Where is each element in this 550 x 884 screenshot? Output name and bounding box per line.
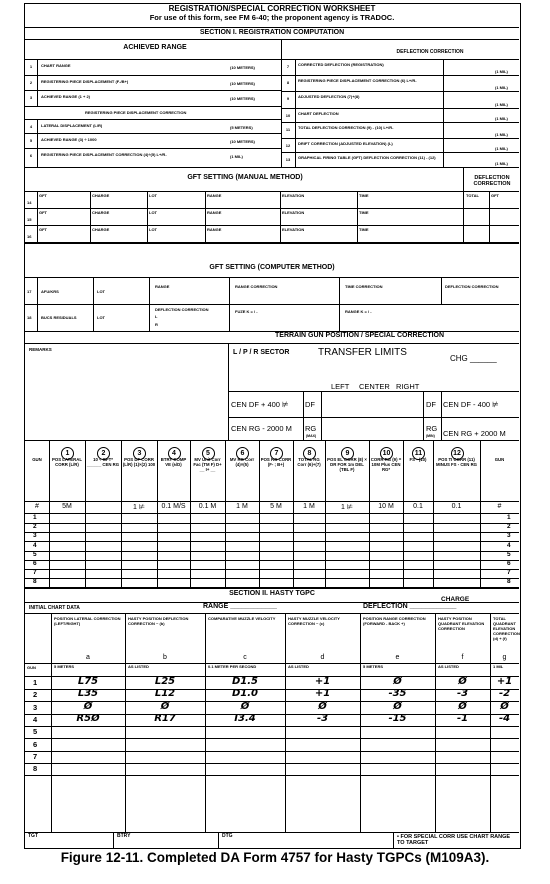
reg-left-unit: (10 METERS) [230, 65, 255, 70]
gun-col-header: POS EL CORR (8) × DR FOR 1m DEL (TBL F) [327, 457, 367, 472]
hasty-gun-number: 4 [33, 714, 38, 724]
reg-right-label: TOTAL DEFLECTION CORRECTION (9) - (10) L+/R- [298, 125, 394, 130]
gft-row-num: 15 [27, 217, 32, 222]
gun-col-header: POS LATERAL CORR (L/R) [52, 457, 82, 467]
fuze-k-label: FUZE K = / - [235, 309, 258, 314]
handwritten-entry: L35 [77, 688, 99, 700]
gun-number: 6 [33, 560, 37, 567]
handwritten-entry: D1.0 [231, 688, 258, 700]
hasty-col-unit: 0.1 METER PER SECOND [208, 664, 257, 669]
handwritten-entry: Ø [160, 700, 170, 712]
reg-right-label: GRAPHICAL FIRING TABLE (GFT) DEFLECTION CORRECTION (11) - (12) [298, 155, 436, 160]
reg-left-num: 5 [29, 138, 33, 143]
column-number-circle: 6 [236, 447, 249, 460]
bucs-label: BUCS RESIDUALS [41, 315, 77, 320]
special-corr-note: • FOR SPECIAL CORR USE CHART RANGE TO TARGET [397, 834, 511, 846]
gft-col-label: RANGE [207, 193, 222, 198]
handwritten-entry: R5Ø [76, 712, 100, 724]
section2-title: SECTION II. HASTY TGPC [229, 590, 315, 597]
column-number-circle: 8 [303, 447, 316, 460]
reg-right-label: CORRECTED DEFLECTION (REGISTRATION) [298, 62, 384, 67]
defl-corr-label-18: DEFLECTION CORRECTION [155, 307, 209, 312]
handwritten-entry: L25 [154, 676, 176, 687]
gft-col-label: CHARGE [92, 227, 110, 232]
gun-col-header: MV RG Corr (4)×(5) [229, 457, 255, 467]
gft-col-label: RANGE [207, 210, 222, 215]
gun-col-unit: 1 M [303, 503, 315, 510]
handwritten-entry: Ø [83, 700, 93, 712]
gft-col-label: LOT [149, 193, 157, 198]
handwritten-entry: -4 [498, 712, 511, 724]
hasty-col-header: HASTY POSITION DEFLECTION CORRECTION ~ (b) [128, 616, 189, 626]
handwritten-entry: +1 [496, 676, 513, 687]
gun-number: 3 [33, 532, 37, 540]
hasty-col-unit: 5 METERS [363, 664, 384, 669]
gft-manual-title: GFT SETTING (MANUAL METHOD) [187, 174, 303, 181]
reg-left-label: ACHIEVED RANGE (3) ÷ 1000 [41, 137, 97, 142]
gun-col-header: POS RG CORR (F- ; B+) [260, 457, 292, 467]
worksheet-form [24, 3, 521, 849]
hasty-col-header: TOTAL QUADRANT ELEVATION CORRECTION (d) + (f) [493, 616, 520, 641]
hasty-col-letter: e [395, 654, 400, 661]
gft-col-label: ELEVATION [282, 210, 305, 215]
hasty-col-letter: d [320, 654, 325, 661]
hasty-gun-number: 7 [33, 751, 38, 761]
hasty-col-letter: g [502, 654, 507, 661]
handwritten-entry: Ø [318, 700, 327, 712]
remarks-label: REMARKS [29, 347, 52, 352]
hasty-col-letter: a [86, 654, 90, 661]
gft-col-label: GFT [39, 210, 47, 215]
reg-right-num: 11 [285, 127, 291, 132]
lpr-sector: L / P / R SECTOR [233, 349, 290, 356]
gun-col-header: CORR RG (9) = 10M Plus CEN RG* [370, 457, 402, 472]
chg-label: CHG ______ [450, 354, 497, 363]
hasty-col-unit: 5 METERS [54, 664, 75, 669]
reg-left-num: 1 [29, 64, 33, 69]
afu-label: AFU/KRS [41, 289, 59, 294]
reg-left-unit: (10 METERS) [230, 96, 255, 101]
hasty-gun-number: 1 [33, 678, 38, 687]
achieved-range-title: ACHIEVED RANGE [123, 44, 187, 51]
gun-col-unit: 1 ⊭ [133, 504, 145, 511]
handwritten-entry: I3.4 [234, 712, 256, 724]
handwritten-entry: -2 [498, 688, 511, 700]
gun-col-unit: 1 ⊭ [341, 504, 353, 511]
reg-left-num: 6 [29, 153, 33, 158]
handwritten-entry: Ø [393, 700, 402, 712]
gun-col-unit: 10 M [378, 503, 394, 510]
gun-col-unit: 1 M [236, 503, 248, 510]
handwritten-entry: Ø [240, 700, 250, 712]
gft-col-label: CHARGE [92, 210, 110, 215]
deflection-correction-title: DEFLECTION CORRECTION [396, 49, 464, 55]
gun-number-right: 4 [507, 541, 511, 549]
reg-right-num: 12 [285, 143, 291, 148]
handwritten-entry: Ø [500, 700, 509, 712]
reg-right-unit: (1 MIL) [495, 132, 508, 137]
gun-number-right: 6 [507, 560, 511, 567]
center-label: CENTER [359, 382, 390, 391]
reg-right-label: REGISTERING PIECE DISPLACEMENT CORRECTION (6) L+/R- [298, 78, 417, 83]
reg-right-num: 10 [285, 113, 291, 118]
min-note: (MIN) [426, 434, 435, 438]
gun-number: 8 [33, 578, 37, 586]
gft-col-label: ELEVATION [282, 227, 305, 232]
row-18-num: 18 [27, 315, 32, 320]
gun-number-right: 1 [507, 514, 511, 521]
transfer-limits: TRANSFER LIMITS [318, 347, 407, 358]
gft-computer-title: GFT SETTING (COMPUTER METHOD) [209, 264, 335, 271]
column-number-circle: 12 [451, 447, 464, 460]
hasty-col-header: COMPARATIVE MUZZLE VELOCITY [208, 616, 276, 621]
gft-col-label: GFT [39, 193, 47, 198]
gft-col-label: LOT [149, 227, 157, 232]
gun-number-right: 3 [507, 532, 511, 540]
gft-defl-title: DEFLECTION CORRECTION [473, 175, 511, 187]
gft-col-label: TIME [359, 210, 369, 215]
reg-right-unit: (1 MIL) [495, 85, 508, 90]
hasty-col-unit: 1 MIL [493, 664, 504, 669]
gun-col-header: BTRY COMP VE (±/D) [160, 457, 187, 467]
hasty-gun-number: 5 [33, 727, 38, 737]
reg-right-num: 13 [285, 157, 291, 162]
handwritten-entry: L12 [154, 688, 176, 700]
hasty-col-unit: AS LISTED [438, 664, 459, 669]
reg-left-label: REGISTERING PIECE DISPLACEMENT CORRECTION [85, 110, 187, 115]
initial-chart-data: INITIAL CHART DATA [29, 605, 80, 611]
gun-col-header: MV Unit Corr Fac (TM F) D+ __ I+ __ [193, 457, 222, 472]
cen-rg-plus: CEN RG + 2000 M [443, 429, 506, 438]
gun-col-header: GUN [32, 457, 42, 462]
column-number-circle: 11 [412, 447, 425, 460]
column-number-circle: 2 [97, 447, 110, 460]
column-number-circle: 3 [133, 447, 146, 460]
gft-col-label: TIME [359, 193, 369, 198]
gft-row-num: 14 [27, 200, 32, 205]
gun-col-unit: 0.1 M [198, 503, 217, 510]
gun-col-header: GUN [494, 457, 505, 462]
gun-number: 7 [33, 569, 37, 577]
reg-right-num: 9 [286, 96, 290, 101]
cen-df-minus: CEN DF - 400 ⊭ [443, 400, 499, 409]
gun-col-unit: # [35, 503, 39, 510]
charge-label: CHARGE [441, 596, 470, 603]
handwritten-entry: R17 [154, 712, 176, 724]
column-number-circle: 9 [341, 447, 354, 460]
hasty-col-letter: b [163, 654, 167, 661]
gft-col-label: GFT [39, 227, 47, 232]
column-number-circle: 5 [202, 447, 215, 460]
gun-col-unit: 0.1 M/S [161, 503, 186, 510]
hasty-col-letter: c [243, 654, 247, 661]
gun-col-unit: 5 M [270, 503, 282, 510]
terrain-title: TERRAIN GUN POSITION / SPECIAL CORRECTION [275, 332, 445, 339]
handwritten-entry: Ø [393, 676, 402, 687]
range-k-label: RANGE K = / - [345, 309, 372, 314]
gun-col-unit: 0.1 [451, 503, 462, 510]
gun-number: 4 [33, 541, 37, 549]
handwritten-entry: Ø [458, 676, 467, 687]
rg-left: RG [305, 424, 317, 433]
hasty-gun-number: 2 [33, 690, 38, 700]
handwritten-entry: +1 [314, 688, 331, 700]
hasty-col-header: POSITION RANGE CORRECTION (FORWARD - BACK +) [363, 616, 426, 626]
reg-left-label: ACHIEVED RANGE (1 + 2) [41, 94, 91, 99]
handwritten-entry: D1.5 [231, 676, 258, 687]
gun-number: 1 [33, 514, 37, 521]
dtg-label: DTG [222, 833, 233, 839]
handwritten-entry: -3 [316, 712, 329, 724]
gun-col-header: 10 ÷ GFT* ______ CEN RG [86, 457, 120, 467]
cen-df-plus: CEN DF + 400 ⊭ [231, 400, 289, 409]
hasty-gun-number: 3 [33, 702, 38, 712]
reg-left-num: 3 [29, 95, 33, 100]
gun-col-unit: 0.1 [413, 503, 423, 510]
deflection-field: DEFLECTION ____________ [363, 603, 457, 610]
l-label: L [155, 314, 158, 319]
hasty-col-letter: f [461, 654, 464, 661]
column-number-circle: 1 [61, 447, 74, 460]
left-label: LEFT [331, 382, 350, 391]
gun-col-header: FS - (10) [409, 457, 427, 462]
reg-left-label: REGISTERING PIECE DISPLACEMENT CORRECTION (4)÷(5) L+/R- [41, 152, 167, 157]
df-left: DF [305, 400, 315, 409]
lot-label-17: LOT [97, 289, 105, 294]
gun-col-unit: # [497, 503, 502, 510]
hasty-col-unit: AS LISTED [128, 664, 149, 669]
handwritten-entry: -15 [388, 712, 407, 724]
reg-right-unit: (1 MIL) [495, 102, 508, 107]
gft-col-label: CHARGE [92, 193, 110, 198]
reg-right-unit: (1 MIL) [495, 161, 508, 166]
reg-right-num: 7 [286, 64, 290, 69]
cen-rg-minus: CEN RG - 2000 M [231, 424, 292, 433]
gun-number-right: 2 [507, 523, 511, 531]
reg-right-unit: (1 MIL) [495, 116, 508, 121]
column-number-circle: 4 [168, 447, 181, 460]
gun-number-right: 8 [507, 578, 511, 586]
gun-col-header: POS DF CORR (L/R) (1)×(2) 100 [122, 457, 156, 467]
hasty-gun-number: 8 [33, 764, 38, 774]
handwritten-entry: -35 [388, 688, 407, 700]
lot-label-18: LOT [97, 315, 105, 320]
reg-left-unit: (10 METERS) [230, 81, 255, 86]
defl-corr-label-17: DEFLECTION CORRECTION [445, 284, 499, 289]
hasty-col-header: POSITION LATERAL CORRECTION (LEFT/RIGHT) [54, 616, 121, 626]
gft-gft-label: GFT [491, 193, 499, 198]
reg-left-label: REGISTERING PIECE DISPLACEMENT (F-/B+) [41, 79, 129, 84]
range-corr-label: RANGE CORRECTION [235, 284, 278, 289]
gft-total-label: TOTAL [466, 193, 479, 198]
hasty-col-unit: AS LISTED [288, 664, 309, 669]
reg-right-num: 8 [286, 80, 290, 85]
gft-col-label: LOT [149, 210, 157, 215]
gun-number: 5 [33, 550, 37, 558]
reg-left-num: 4 [29, 124, 33, 129]
figure-caption: Figure 12-11. Completed DA Form 4757 for Hasty TGPCs (M109A3). [60, 850, 490, 865]
df-right: DF [426, 400, 436, 409]
time-corr-label: TIME CORRECTION [345, 284, 383, 289]
reg-right-label: CHART DEFLECTION [298, 111, 339, 116]
handwritten-entry: Ø [458, 700, 467, 712]
hasty-col-header: HASTY POSITION QUADRANT ELEVATION CORRECTION [438, 616, 485, 631]
handwritten-entry: L75 [77, 676, 99, 687]
handwritten-entry: -1 [456, 712, 469, 724]
reg-right-label: ADJUSTED DEFLECTION (7)+(8) [298, 94, 360, 99]
gun-number: 2 [33, 523, 37, 531]
reg-left-unit: (5 METERS) [230, 125, 253, 130]
reg-left-label: CHART RANGE [41, 63, 71, 68]
gun-number-right: 7 [507, 569, 511, 577]
handwritten-entry: -3 [456, 688, 469, 700]
gun-col-header: TOTAL RG Corr (6)+(7) [297, 457, 321, 467]
gun-number-right: 5 [507, 550, 511, 558]
handwritten-entry: +1 [314, 676, 331, 687]
gun-col-header: POS TI CORR (11) MINUS FS - CEN RG [435, 457, 478, 467]
reg-right-unit: (1 MIL) [495, 69, 508, 74]
btry-label: BTRY [117, 833, 131, 839]
gun-col-unit: 5M [62, 503, 72, 510]
range-label-17: RANGE [155, 284, 170, 289]
gft-col-label: RANGE [207, 227, 222, 232]
gft-col-label: TIME [359, 227, 369, 232]
form-title: REGISTRATION/SPECIAL CORRECTION WORKSHEET [168, 4, 376, 13]
reg-left-unit: (1 MIL) [230, 154, 243, 159]
reg-right-label: DRIFT CORRECTION (ADJUSTED ELEVATION) (L) [298, 141, 393, 146]
reg-left-num: 2 [29, 80, 33, 85]
right-label: RIGHT [396, 382, 420, 391]
r-label: R [155, 322, 158, 327]
section1-title: SECTION I. REGISTRATION COMPUTATION [199, 29, 345, 36]
max-note: (MAX) [306, 434, 317, 438]
hasty-gun-number: 6 [33, 739, 38, 749]
hasty-gun-label: GUN [27, 665, 36, 670]
range-field: RANGE ____________ [203, 603, 277, 610]
gft-col-label: ELEVATION [282, 193, 305, 198]
reg-left-unit: (10 METERS) [230, 139, 255, 144]
hasty-col-header: HASTY MUZZLE VELOCITY CORRECTION ~ (c) [288, 616, 340, 626]
gft-row-num: 16 [27, 234, 32, 239]
column-number-circle: 10 [380, 447, 393, 460]
form-subtitle: For use of this form, see FM 6-40; the proponent agency is TRADOC. [149, 13, 395, 22]
reg-right-unit: (1 MIL) [495, 146, 508, 151]
row-17-num: 17 [27, 289, 32, 294]
rg-right: RG [426, 424, 438, 433]
column-number-circle: 7 [270, 447, 283, 460]
reg-left-label: LATERAL DISPLACEMENT (L/R) [41, 123, 103, 128]
tgt-label: TGT [28, 833, 38, 839]
